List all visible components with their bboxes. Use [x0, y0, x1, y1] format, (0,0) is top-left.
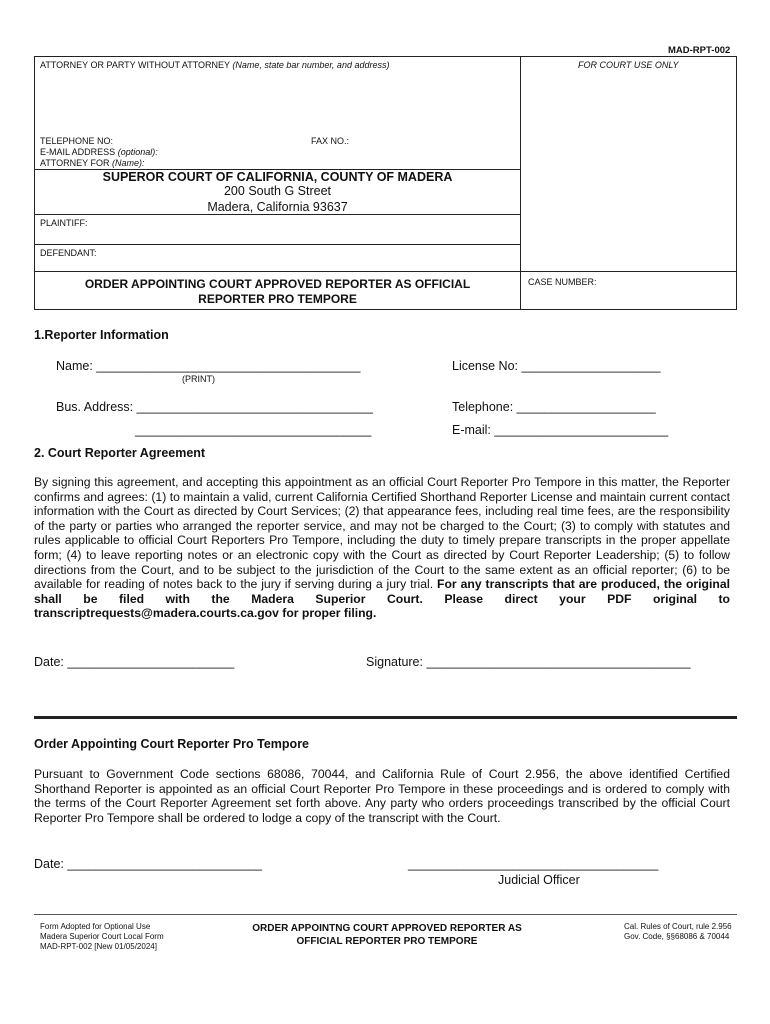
telephone-label: TELEPHONE NO: [40, 136, 114, 146]
bus-address-field[interactable]: Bus. Address: __________________________________ [56, 400, 373, 414]
court-use-label: FOR COURT USE ONLY [578, 60, 679, 70]
fax-label: FAX NO.: [311, 136, 350, 146]
form-id: MAD-RPT-002 [668, 45, 731, 56]
agreement-date-field[interactable]: Date: ________________________ [34, 655, 235, 669]
order-body: Pursuant to Government Code sections 68086, 70044, and California Rule of Court 2.956, the above identified Certified Shorthand Reporter is appointed as an official Court Reporter Pro Tempore in these proceedings and is ordered to comply with the terms of the Court Reporter Agreement set forth above. Any party who orders proceedings transcribed by the official Court Reporter Pro Tempore shall be ordered to lodge a copy of the transcript with the Court. [34, 767, 730, 825]
address-line2-field[interactable]: __________________________________ [135, 423, 372, 437]
footer-left: Form Adopted for Optional Use Madera Superior Court Local Form MAD-RPT-002 [New 01/05/2024] [40, 922, 164, 951]
order-title: ORDER APPOINTING COURT APPROVED REPORTER AS OFFICIAL REPORTER PRO TEMPORE [84, 277, 471, 306]
order-heading: Order Appointing Court Reporter Pro Tempore [34, 737, 310, 751]
section-divider [34, 716, 737, 719]
email-label: E-MAIL ADDRESS (optional): [40, 147, 158, 157]
order-date-field[interactable]: Date: ____________________________ [34, 857, 263, 871]
reporter-info-heading: 1.Reporter Information [34, 328, 169, 342]
reporter-name-field[interactable]: Name: ______________________________________ [56, 359, 361, 373]
reporter-signature-field[interactable]: Signature: ______________________________________ [366, 655, 691, 669]
agreement-heading: 2. Court Reporter Agreement [34, 446, 206, 460]
attorney-label: ATTORNEY OR PARTY WITHOUT ATTORNEY (Name, state bar number, and address) [40, 60, 390, 70]
court-street: 200 South G Street [223, 184, 331, 198]
judicial-officer-label: Judicial Officer [498, 873, 580, 887]
judge-signature-field[interactable]: ____________________________________ [408, 857, 659, 871]
footer-title: ORDER APPOINTNG COURT APPROVED REPORTER AS OFFICIAL REPORTER PRO TEMPORE [252, 923, 522, 947]
court-name: SUPEROR COURT OF CALIFORNIA, COUNTY OF MADERA [102, 170, 453, 184]
agreement-body: By signing this agreement, and accepting this appointment as an official Court Reporter Pro Tempore in this matter, the Reporter confirms and agrees: (1) to maintain a valid, current California Certified Shorthand Reporter License and maintain current contact information with the Court as directed by Court Services; (2) that appearance fees, including real time fees, are the responsibility of the party or parties who arranged the reporter service, and may not be charged to the Court; (3) to comply with statutes and rules applicable to official Court Reporters Pro Tempore, including the duty to timely prepare transcripts in the proper appellate form; (4) to leave reporting notes or an electronic copy with the Court as directed by Court Reporter Leadership; (5) to follow directions from the Court, and to be subject to the jurisdiction of the Court to the same extent as an official reporter; (6) to be available for reading of notes back to the jury if serving during a jury trial. For any transcripts that are produced, the original shall be filed with the Madera Superior Court. Please direct your PDF original to transcriptrequests@madera.courts.ca.gov for proper filing. [34, 475, 730, 621]
license-field[interactable]: License No: ____________________ [452, 359, 661, 373]
telephone-field[interactable]: Telephone: ____________________ [452, 400, 656, 414]
email-field[interactable]: E-mail: _________________________ [452, 423, 669, 437]
attorney-for-label: ATTORNEY FOR (Name): [40, 158, 145, 168]
case-number-label: CASE NUMBER: [528, 277, 597, 287]
defendant-label: DEFENDANT: [40, 248, 97, 258]
print-note: (PRINT) [182, 374, 215, 384]
court-city: Madera, California 93637 [207, 200, 348, 214]
plaintiff-label: PLAINTIFF: [40, 218, 88, 228]
footer-right: Cal. Rules of Court, rule 2.956 Gov. Code, §§68086 & 70044 [624, 922, 732, 941]
